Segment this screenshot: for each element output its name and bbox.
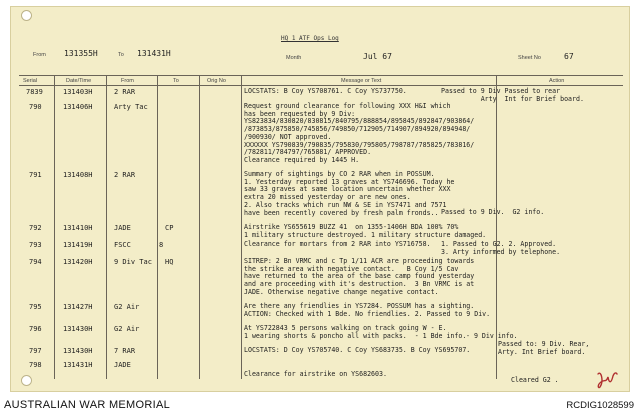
row-from: G2 Air bbox=[114, 325, 140, 333]
archive-name: AUSTRALIAN WAR MEMORIAL bbox=[4, 399, 171, 411]
row-time: 131410H bbox=[63, 224, 93, 232]
form-title: HQ 1 ATF Ops Log bbox=[281, 35, 339, 42]
table-top-rule bbox=[19, 75, 623, 76]
sheet-label: Sheet No bbox=[518, 55, 541, 61]
archive-footer bbox=[0, 392, 640, 418]
row-from: JADE bbox=[114, 224, 131, 232]
row-to: CP bbox=[165, 224, 174, 232]
row-message: Clearance for airstrike on YS682603. bbox=[244, 370, 387, 378]
row-to: HQ bbox=[165, 258, 174, 266]
row-time: 131430H bbox=[63, 347, 93, 355]
sheet-value: 67 bbox=[564, 52, 574, 61]
row-from: G2 Air bbox=[114, 303, 140, 311]
row-time: 131431H bbox=[63, 361, 93, 369]
row-time: 131420H bbox=[63, 258, 93, 266]
punch-hole bbox=[21, 375, 32, 386]
row-action: Passed to 9 Div. G2 info. bbox=[441, 208, 545, 216]
row-time: 131406H bbox=[63, 103, 93, 111]
col-from: From bbox=[121, 78, 134, 84]
row-from: Arty Tac bbox=[114, 103, 148, 111]
row-serial: 797 bbox=[29, 347, 42, 355]
row-message: LOCSTATS: D Coy YS705740. C Coy YS683735. B Coy YS695707. bbox=[244, 346, 471, 354]
col-message: Message or Text bbox=[341, 78, 382, 84]
row-serial: 796 bbox=[29, 325, 42, 333]
row-time: 131430H bbox=[63, 325, 93, 333]
row-message: Airstrike YS655619 BUZZ 41 on 1355-1406H BDA 100% 70% 1 military structure destroyed. 1 military structure damaged. bbox=[244, 223, 487, 239]
row-from: JADE bbox=[114, 361, 131, 369]
row-time: 131408H bbox=[63, 171, 93, 179]
row-message: Are there any friendlies in YS7284. POSSUM has a sighting. ACTION: Checked with 1 Bde. No friendlies. 2. Passed to 9 Div. bbox=[244, 302, 491, 318]
row-serial: 7839 bbox=[26, 88, 43, 96]
row-message: Request ground clearance for following XXX H&I which has been requested by 9 Div: YS823834/830820/830815/840795/888854/895845/892847/903864/ /873853/875850/745856/749850/712905/714907/894920/894948/ /900930/ NOT approved. XXXXXX YS790839/790835/795830/795805/798787/785825/783816/ /782811/784797/765881/ APPROVED. Clearance required by 1445 H. bbox=[244, 102, 475, 164]
row-from: 2 RAR bbox=[114, 171, 136, 179]
archive-id: RCDIG1028599 bbox=[566, 400, 634, 411]
row-serial: 798 bbox=[29, 361, 42, 369]
table-header-rule bbox=[19, 85, 623, 86]
from-label: From bbox=[33, 52, 46, 58]
column-divider bbox=[157, 75, 158, 379]
row-from: FSCC bbox=[114, 241, 131, 249]
column-divider bbox=[241, 75, 242, 379]
row-serial: 794 bbox=[29, 258, 42, 266]
row-serial: 792 bbox=[29, 224, 42, 232]
col-datetime: Date/Time bbox=[66, 78, 92, 84]
row-action: Passed to: 9 Div. Rear, Arty. Int Brief board. bbox=[498, 340, 590, 356]
column-divider bbox=[106, 75, 107, 379]
row-from: 7 RAR bbox=[114, 347, 136, 355]
row-action: Cleared G2 . bbox=[511, 376, 559, 384]
col-action: Action bbox=[549, 78, 565, 84]
row-serial: 790 bbox=[29, 103, 42, 111]
to-value: 131431H bbox=[137, 49, 171, 58]
row-serial: 791 bbox=[29, 171, 42, 179]
row-from: 9 Div Tac bbox=[114, 258, 152, 266]
to-label: To bbox=[118, 52, 124, 58]
row-action: - 9 Div info. bbox=[466, 332, 518, 340]
log-sheet bbox=[10, 6, 630, 392]
punch-hole bbox=[21, 10, 32, 21]
row-serial: 793 bbox=[29, 241, 42, 249]
handwritten-signature bbox=[595, 367, 619, 391]
month-label: Month bbox=[286, 55, 302, 61]
row-time: 131427H bbox=[63, 303, 93, 311]
row-action: 1. Passed to G2. 2. Approved. 3. Arty informed by telephone. bbox=[441, 240, 561, 256]
row-time: 131403H bbox=[63, 88, 93, 96]
column-divider bbox=[199, 75, 200, 379]
row-message: SITREP: 2 Bn VRMC and c Tp 1/11 ACR are proceeding towards the strike area with negative contact. B Coy 1/5 Cav have returned to the area of the base camp found yesterday and are proceeding with it's destruction. 3 Bn VRMC is at JADE. Otherwise negative change negative contact. bbox=[244, 257, 475, 296]
row-time: 131419H bbox=[63, 241, 93, 249]
row-from: 2 RAR bbox=[114, 88, 136, 96]
from-value: 131355H bbox=[64, 49, 98, 58]
month-value: Jul 67 bbox=[363, 52, 392, 61]
row-message: Summary of sightings by CO 2 RAR when in POSSUM. 1. Yesterday reported 13 graves at YS746696. Today he saw 33 graves at same location uncertain whether XXX extra 20 missed yesterday or are new ones. 2. Also tracks which run NW & SE in YS7471 and 7571 have been recently covered by fresh palm fronds.. bbox=[244, 170, 455, 217]
row-to: 8 bbox=[159, 241, 164, 249]
col-to: To bbox=[173, 78, 179, 84]
row-message: Clearance for mortars from 2 RAR into YS716758. bbox=[244, 240, 431, 248]
col-serial: Serial bbox=[23, 78, 38, 84]
col-orig: Orig No bbox=[207, 78, 226, 84]
row-serial: 795 bbox=[29, 303, 42, 311]
row-message: At YS722843 5 persons walking on track going W - E. 1 wearing shorts & poncho all with packs. - 1 Bde info. bbox=[244, 324, 467, 340]
column-divider bbox=[54, 75, 55, 379]
row-message: LOCSTATS: B Coy YS708761. C Coy YS737750. bbox=[244, 87, 407, 95]
row-action: Passed to 9 Div Passed to rear Arty Int for Brief board. bbox=[441, 87, 584, 103]
